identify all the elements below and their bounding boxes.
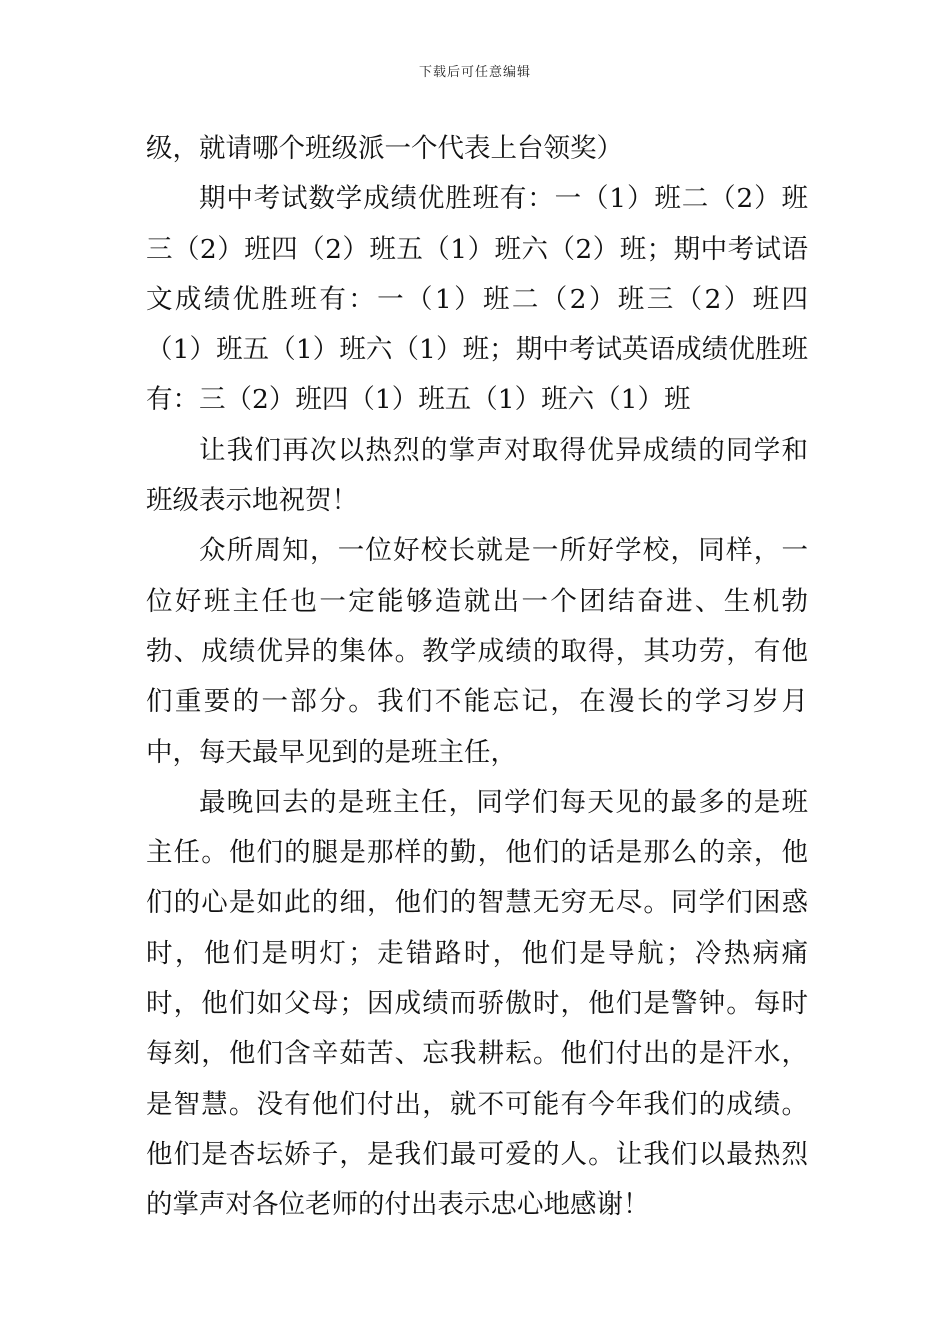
paragraph-award-classes: 期中考试数学成绩优胜班有：一（1）班二（2）班三（2）班四（2）班五（1）班六（2）班；期中考试语文成绩优胜班有：一（1）班二（2）班三（2）班四（1）班五（1）班六（1）班；期中考试英语成绩优胜班有：三（2）班四（1）班五（1）班六（1）班: [146, 183, 808, 416]
paragraph-thanks-teachers: 最晚回去的是班主任，同学们每天见的最多的是班主任。他们的腿是那样的勤，他们的话是那么的亲，他们的心是如此的细，他们的智慧无穷无尽。同学们困惑时，他们是明灯；走错路时，他们是导航；冷热病痛时，他们如父母；因成绩而骄傲时，他们是警钟。每时每刻，他们含辛茹苦、忘我耕耘。他们付出的是汗水，是智慧。没有他们付出，就不可能有今年我们的成绩。他们是杏坛娇子，是我们最可爱的人。让我们以最热烈的掌声对各位老师的付出表示忠心地感谢！: [146, 786, 808, 1221]
document-body: [146, 124, 808, 1231]
paragraph-continuation: 级，就请哪个班级派一个代表上台领奖）: [146, 133, 623, 164]
page-header: 下载后可任意编辑: [418, 65, 531, 80]
paragraph-head-teachers: 众所周知，一位好校长就是一所好学校，同样，一位好班主任也一定能够造就出一个团结奋进、生机勃勃、成绩优异的集体。教学成绩的取得，其功劳，有他们重要的一部分。我们不能忘记，在漫长的学习岁月中，每天最早见到的是班主任，: [146, 535, 808, 768]
paragraph-congratulations: 让我们再次以热烈的掌声对取得优异成绩的同学和班级表示地祝贺！: [146, 434, 808, 517]
